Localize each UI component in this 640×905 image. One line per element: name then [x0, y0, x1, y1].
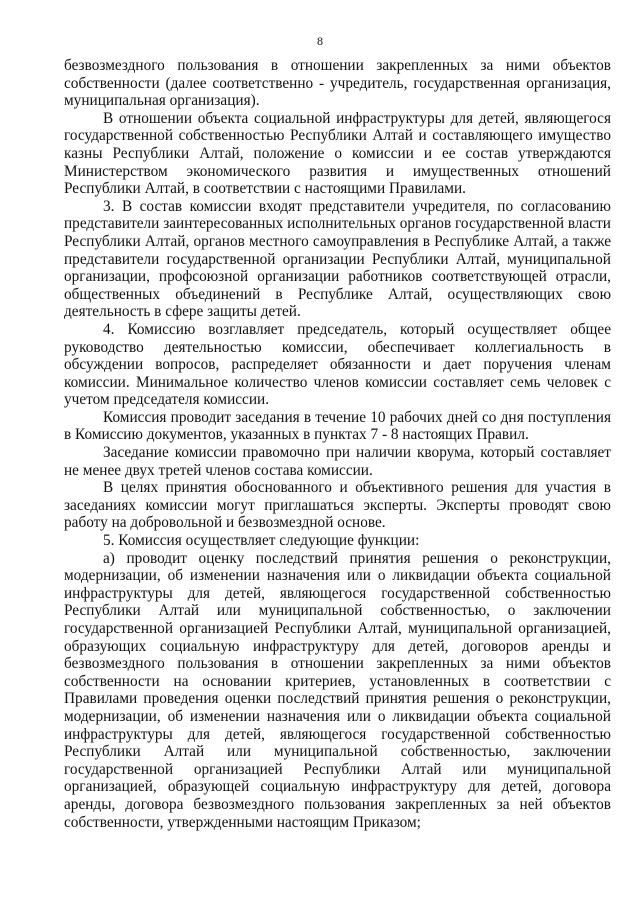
paragraph-казна: В отношении объекта социальной инфраструктуры для детей, являющегося государственной собственностью Республики Алтай и составляющего имущество казны Республики Алтай, положение о комиссии и ее состав утверждаются Министерством экономического развития и имущественных отношений Республики Алтай, в соответствии с настоящими Правилами.	[64, 109, 611, 198]
paragraph-meetings-term: Комиссия проводит заседания в течение 10 рабочих дней со дня поступления в Комиссию документов, указанных в пунктах 7 - 8 настоящих Правил.	[64, 408, 611, 444]
paragraph-quorum: Заседание комиссии правомочно при наличии кворума, который составляет не менее двух третей членов состава комиссии.	[64, 444, 611, 479]
page-number: 8	[317, 34, 323, 48]
paragraph-experts: В целях принятия обоснованного и объективного решения для участия в заседаниях комиссии могут приглашаться эксперты. Эксперты проводят свою работу на добровольной и безвозмездной основе.	[64, 479, 611, 532]
paragraph-5a-assessment: а) проводит оценку последствий принятия решения о реконструкции, модернизации, об изменении назначения или о ликвидации объекта социальной инфраструктуры для детей, являющегося государственной собственностью Республики Алтай или муниципальной собственностью, о заключении государственной организацией Республики Алтай, муниципальной организацией, образующих социальную инфраструктуру для детей, договоров аренды и безвозмездного пользования в отношении закрепленных за ними объектов собственности на основании критериев, установленных в соответствии с Правилами проведения оценки последствий принятия решения о реконструкции, модернизации, об изменении назначения или о ликвидации объекта социальной инфраструктуры для детей, являющегося государственной собственностью Республики Алтай или муниципальной собственностью, заключении государственной организацией Республики Алтай или муниципальной организацией, образующей социальную инфраструктуру для детей, договора аренды, договора безвозмездного пользования закрепленных за ней объектов собственности, утвержденными настоящим Приказом;	[64, 549, 611, 831]
paragraph-4-chairman: 4. Комиссию возглавляет председатель, который осуществляет общее руководство деятельностью комиссии, обеспечивает коллегиальность в обсуждении вопросов, распределяет обязанности и дает поручения членам комиссии. Минимальное количество членов комиссии составляет семь человек с учетом председателя комиссии.	[64, 320, 611, 409]
document-body	[64, 57, 611, 831]
paragraph-3-composition: 3. В состав комиссии входят представители учредителя, по согласованию представители заинтересованных исполнительных органов государственной власти Республики Алтай, органов местного самоуправления в Республике Алтай, а также представители государственной организации Республики Алтай, муниципальной организации, профсоюзной организации работников соответствующей отрасли, общественных объединений в Республике Алтай, осуществляющих свою деятельность в сфере защиты детей.	[64, 197, 611, 321]
paragraph-continuation: безвозмездного пользования в отношении закрепленных за ними объектов собственности (далее соответственно - учредитель, государственная организация, муниципальная организация).	[64, 57, 611, 110]
paragraph-5-functions: 5. Комиссия осуществляет следующие функции:	[103, 532, 420, 550]
